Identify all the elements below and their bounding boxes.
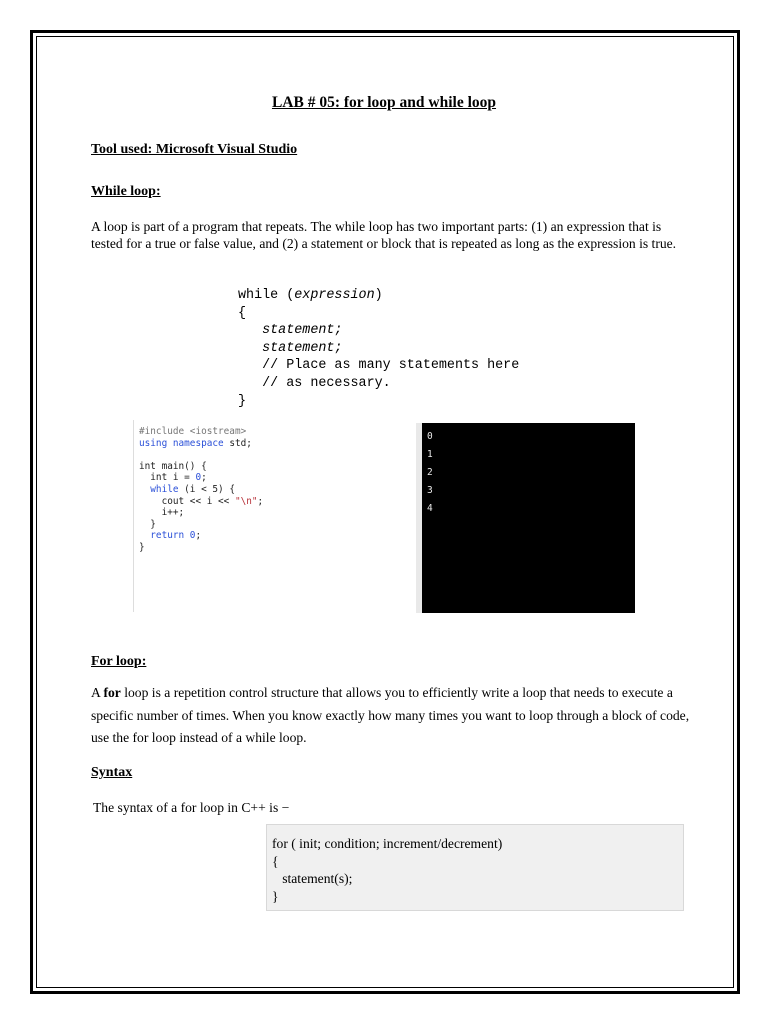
code-line: cout << i << <box>139 495 235 507</box>
for-syntax-box <box>266 824 684 911</box>
code-line: i++; <box>139 507 185 519</box>
syntax-intro: The syntax of a for loop in C++ is − <box>93 800 290 815</box>
while-syntax-statement: statement; <box>238 323 343 339</box>
console-line: 1 <box>427 449 433 460</box>
while-paragraph: A loop is part of a program that repeats. The while loop has two important parts: (1) an expression that is tested for a true or false value, and (2) a statement or block that is repeated as long as the expression is true. <box>91 219 677 251</box>
code-line: } <box>139 541 145 553</box>
while-syntax-statement: statement; <box>238 340 343 356</box>
console-line: 3 <box>427 485 433 496</box>
code-line: int i = <box>139 472 196 484</box>
page-title: LAB # 05: for loop and while loop <box>271 94 497 111</box>
for-paragraph <box>91 682 691 750</box>
while-syntax-paren: ) <box>374 288 383 303</box>
code-number: 0 <box>195 472 202 484</box>
code-line: ; <box>195 530 202 542</box>
console-line: 4 <box>427 503 433 514</box>
while-syntax-close-brace: } <box>238 393 247 409</box>
code-line: std; <box>223 437 252 449</box>
for-syntax-line: } <box>272 888 279 904</box>
code-line: } <box>139 518 156 530</box>
syntax-heading: Syntax <box>91 765 133 780</box>
console-line: 2 <box>427 467 433 478</box>
for-heading: For loop: <box>91 654 147 669</box>
for-syntax-line: for ( init; condition; increment/decrement) <box>272 836 503 851</box>
while-syntax-keyword: while ( <box>238 288 295 303</box>
for-syntax-line: statement(s); <box>272 871 353 886</box>
tool-heading: Tool used: Microsoft Visual Studio <box>91 142 298 157</box>
code-line: (i < 5) { <box>178 483 235 495</box>
code-line: ; <box>257 495 264 507</box>
while-syntax-comment: // Place as many statements here <box>238 358 520 374</box>
while-syntax-block <box>238 287 519 410</box>
while-syntax-comment: // as necessary. <box>238 375 391 391</box>
code-string: "\n" <box>234 495 258 507</box>
console-output-text <box>422 423 635 518</box>
code-keyword: return <box>139 530 185 542</box>
code-example-screenshot <box>133 420 284 612</box>
code-example-text <box>134 420 284 554</box>
for-paragraph-text: loop is a repetition control structure that allows you to efficiently write a loop that needs to execute a specific number of times. When you know exactly how many times you want to loop through a block of code, use the for loop instead of a while loop. <box>91 685 690 745</box>
for-syntax-line: { <box>272 853 279 869</box>
code-line: ; <box>201 472 207 484</box>
for-paragraph-text: A <box>91 685 104 700</box>
code-keyword: while <box>139 483 179 495</box>
code-line: int main() { <box>139 460 207 472</box>
for-keyword: for <box>103 685 121 700</box>
console-output-window <box>422 423 635 613</box>
while-syntax-open-brace: { <box>238 305 247 321</box>
console-line: 0 <box>427 431 433 442</box>
code-number: 0 <box>184 530 196 542</box>
while-heading: While loop: <box>91 184 161 199</box>
code-line: #include <iostream> <box>139 426 247 437</box>
while-syntax-expression: expression <box>294 288 375 303</box>
for-syntax-text <box>267 825 683 905</box>
code-keyword: using namespace <box>139 437 224 449</box>
